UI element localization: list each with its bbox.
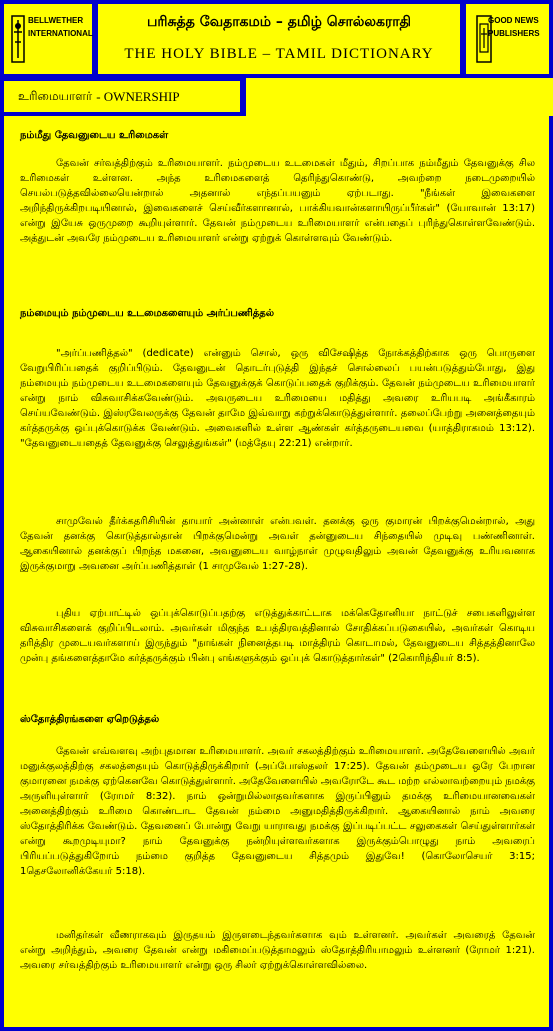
bellwether-logo: [4, 4, 92, 74]
logo-text-line-1: BELLWETHER: [28, 16, 84, 25]
logo2-text-line-1: GOOD NEWS: [488, 16, 539, 25]
section-label-english: - OWNERSHIP: [96, 88, 180, 104]
header-bar: [0, 0, 553, 78]
article-body: [4, 116, 549, 1027]
logo-text-line-2: INTERNATIONAL: [28, 29, 93, 38]
good-news-logo: [466, 4, 549, 74]
heading-thanksgiving: ஸ்தோத்திரங்களை ஏறெடுத்தல்: [20, 714, 160, 725]
paragraph: மனிதர்கள் வீணராகவும் இருதயம் இருளடைந்தவர்களாக வும் உள்ளனர். அவர்கள் அவரைத் தேவன் என்று அறிந்தும், அவரை தேவன் என்று மகிமைப்படுத்தாமலும் ஸ்தோத்திரியாமலும் உள்ளனர் (ரோமர் 1:21). அவரை சர்வத்திற்கும் உரிமையாளர் என்று ஒரு சிலர் ஏற்றுக்கொள்ளவில்லை.: [20, 930, 535, 971]
title-english: THE HOLY BIBLE – TAMIL DICTIONARY: [124, 46, 434, 62]
section-label-tamil: உரிமையாளர்: [18, 88, 93, 103]
logo2-text-line-2: PUBLISHERS: [488, 29, 540, 38]
paragraph: புதிய ஏற்பாட்டில் ஒப்புக்கொடுப்பதற்கு எடுத்துக்காட்டாக மக்கெதோனியா நாட்டுச் சபைகளிலுள்ள விசுவாசிகளைக் குறிப்பிடலாம். அவர்கள் மிகுந்த உபத்திரவத்தினால் சோதிக்கப்படுகையில், அவர்கள் கொடிய தரித்திர முடையவர்களாய் இருந்தும் "நாங்கள் நினைத்தபடி மாத்திரம் கொடாமல், தேவனுடைய சித்தத்தினாலே முன்பு தங்களைத்தாமே கர்த்தருக்கும் பின்பு எங்களுக்கும் ஒப்புக் கொடுத்தார்கள்" (2கொரிந்தியர் 8:5).: [20, 608, 535, 664]
heading-dedication: நம்மையும் நம்முடைய உடமைகளையும் அர்ப்பணித்தல்: [20, 308, 275, 319]
section-tab: [0, 78, 246, 116]
paragraph: தேவன் எவ்வளவு அற்புதமான உரிமையாளர். அவர் சகலத்திற்கும் உரிமையாளர். அதேவேளையில் அவர் மனுக்குலத்திற்கு சகலத்தையும் கொடுத்திருக்கிறார் (அப்போஸ்தலர் 17:25). தேவன் தம்முடைய ஒரே பேறான குமாரனை நமக்கு ஏற்கெனவே கொடுத்துள்ளார். அதேவேளையில் அவரோடே கூட மற்ற எல்லாவற்றையும் நமக்கு அருளியுள்ளார் (ரோமர் 8:32). நாம் ஒன்றுமில்லாதவர்களாக இருப்பினும் தமக்கு உரிமையானவைகள் அனைத்திற்கும் உரிமை கொண்டாட தேவன் நம்மை அனுமதித்திருக்கிறார். ஆகையினால் நாம் அவரை ஸ்தோத்திரிக்க வேண்டும். தேவனைப் போன்று வேறு யாராவது நமக்கு இப்படிப்பட்ட சலுகைகள் செய்துள்ளார்கள் என்று கூறமுடியுமா? நாம் தேவனுக்கு நன்றியுள்ளவர்களாக இருக்கும்பொழுது நாம் அவரைப் பிரியப்படுத்துகிறோம் நம்மை குறித்த தேவனுடைய சித்தமும் இதுவே! (கொலோசெயர் 3:15; 1தெசலோனிக்கேயர் 5:18).: [20, 746, 535, 877]
heading-ownership-rights: நம்மீது தேவனுடைய உரிமைகள்: [20, 130, 169, 141]
title-panel: [98, 4, 460, 74]
paragraph: சாமுவேல் தீர்க்கதரிசியின் தாயார் அன்னாள் என்பவள். தனக்கு ஒரு குமாரன் பிறக்குமென்றால், அது தேவன் தனக்கு கொடுத்தால்தான் பிறக்குமென்று அவள் தன்னுடைய சிந்தையில் முடிவு பண்ணினாள். ஆகையினால் தனக்குப் பிறந்த மகனை, அவனுடைய வாழ்நாள் முழுவதிலும் அவன் தேவனுக்கு உரியவனாக இருக்குமாறு அவனை அர்ப்பணித்தாள் (1 சாமுவேல் 1:27-28).: [20, 516, 535, 572]
title-tamil: பரிசுத்த வேதாகமம் – தமிழ் சொல்லகராதி: [147, 14, 411, 30]
content-frame: [0, 116, 553, 1031]
paragraph: "அர்ப்பணித்தல்" (dedicate) என்னும் சொல், ஒரு விசேஷித்த நோக்கத்திற்காக ஒரு பொருளை வேறுபிரிப்பதைக் குறிப்பிடும். தேவனுடன் தொடர்புடுத்தி இந்தச் சொல்லைப் பயன்படுத்தும்போது, இது நம்மையும் நம்முடைய உடமைகளையும் தேவனுக்குக் கொடுப்பதைக் குறிக்கும். தேவன் நம்முடைய உரிமையாளர் என்று நாம் விசுவாசிக்கவேண்டும். அவருடைய உரிமையை மதித்து அவரை உரியபடி அங்கீகாரம் செய்யவேண்டும். இஸ்ரவேலருக்கு தேவன் தாமே இவ்வாறு கற்றுக்கொடுத்துள்ளார். தலைப்பேற்று அனைத்தையும் கர்த்தருக்கு ஒப்புக்கொடுக்க வேண்டும். அவைகளில் உள்ள ஆண்கள் கர்த்தருடையவை (யாத்திராகமம் 13:12). "தேவனுடையதைத் தேவனுக்கு செலுத்துங்கள்" (மத்தேயு 22:21) என்றார்.: [20, 348, 535, 449]
paragraph: தேவன் சர்வத்திற்கும் உரிமையாளர். நம்முடைய உடமைகள் மீதும், சிறப்பாக நம்மீதும் தேவனுக்கு சில உரிமைகள் உள்ளன. அந்த உரிமைகளைத் தெரிந்துகொண்டு, அவற்றை நடைமுறையில் செயல்படுத்தவில்லையென்றால் அதனால் எந்தப்பயனும் ஏற்படாது. "நீங்கள் இவைகளை அறிந்திருக்கிறபடியினால், இவைகளைச் செய்வீர்களானால், பாக்கியவான்களாயிருப்பீர்கள்" (யோவான் 13:17) என்று இயேசு ஒருமுறை கூறியுள்ளார். தேவன் நம்முடைய உரிமையாளர் என்பதைப் புரிந்துகொள்ளவேண்டும். அத்துடன் அவரே நம்முடைய உரிமையாளர் என்று ஏற்றுக் கொள்ளவும் வேண்டும்.: [20, 158, 535, 244]
